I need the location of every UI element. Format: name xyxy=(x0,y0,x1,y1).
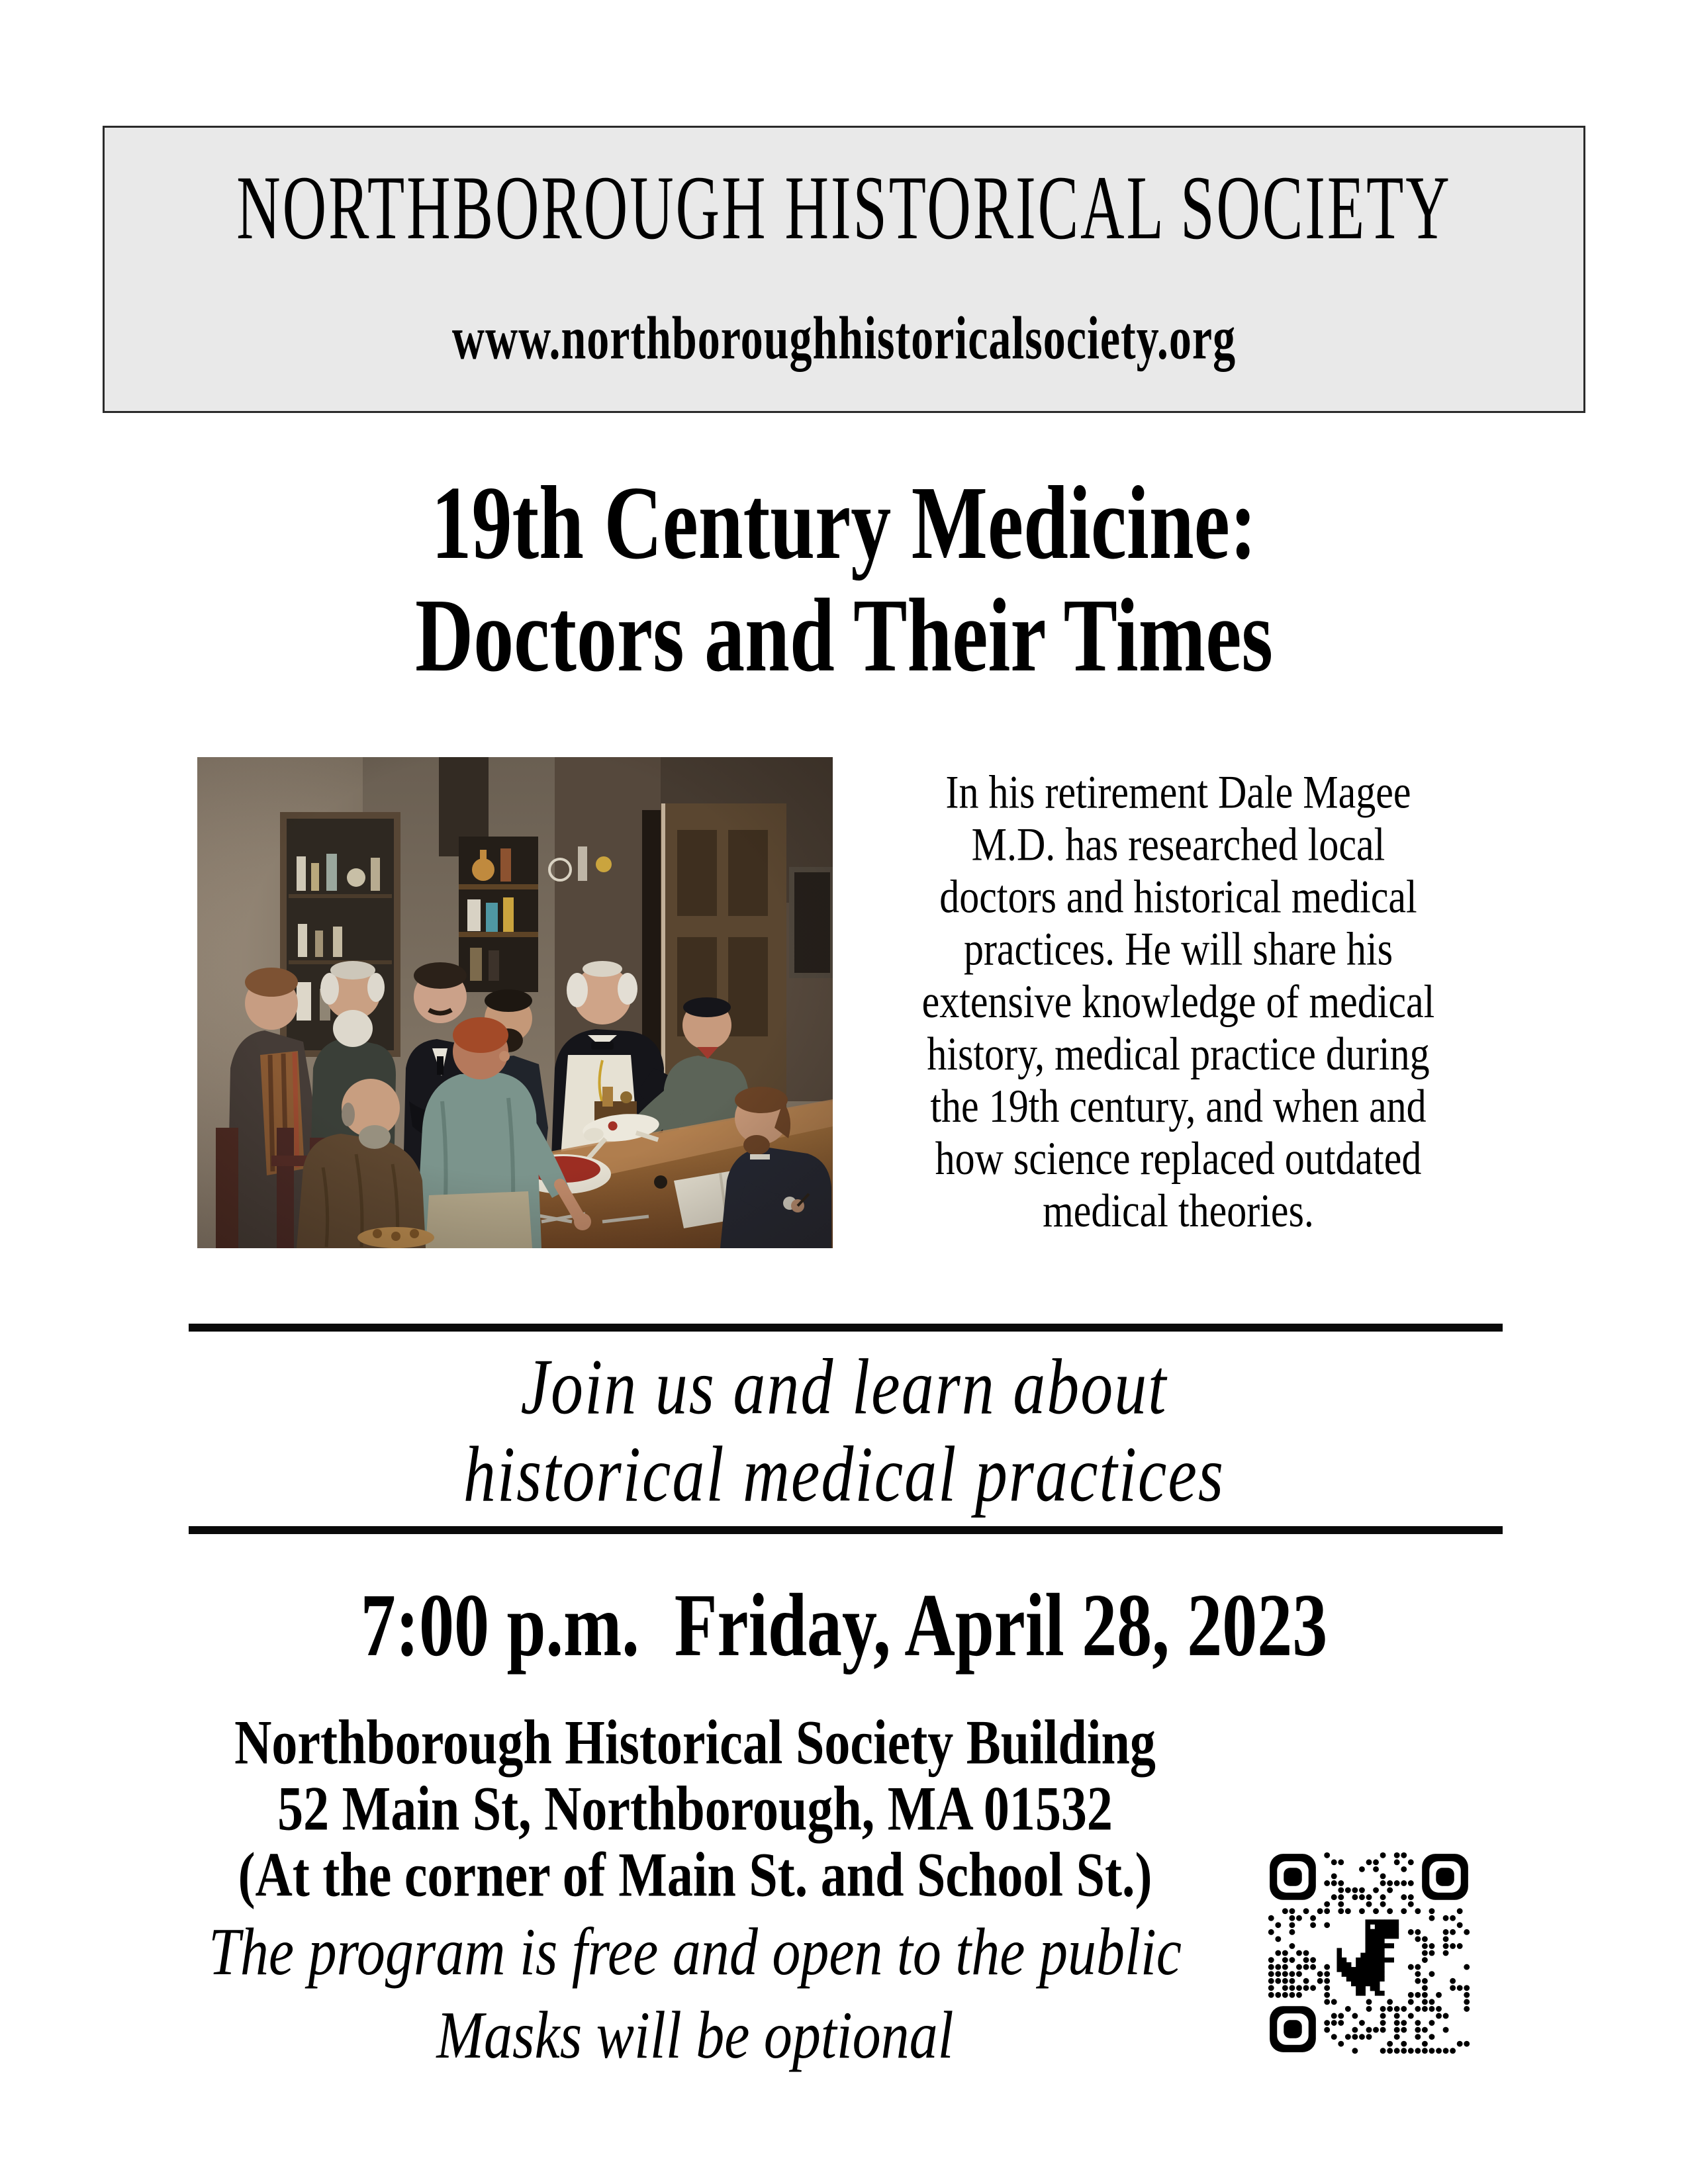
event-title-line2: Doctors and Their Times xyxy=(415,577,1273,694)
painting-image xyxy=(197,757,833,1248)
event-title-line1: 19th Century Medicine: xyxy=(431,465,1257,582)
venue-corner-note: (At the corner of Main St. and School St.) xyxy=(238,1839,1152,1910)
about-line: doctors and historical medical xyxy=(939,871,1417,923)
event-datetime: 7:00 p.m. Friday, April 28, 2023 xyxy=(360,1575,1328,1675)
about-line: the 19th century, and when and xyxy=(930,1080,1427,1132)
qr-finder-tr xyxy=(1422,1854,1468,1900)
divider-bottom xyxy=(189,1526,1503,1534)
society-name: NORTHBOROUGH HISTORICAL SOCIETY xyxy=(236,157,1452,258)
venue-name: Northborough Historical Society Building xyxy=(234,1707,1156,1778)
about-line: M.D. has researched local xyxy=(971,819,1385,870)
painting-canvas xyxy=(197,757,833,1248)
about-line: extensive knowledge of medical xyxy=(921,976,1435,1028)
about-line: history, medical practice during xyxy=(927,1028,1430,1080)
divider-top xyxy=(189,1324,1503,1332)
qr-code-svg xyxy=(1268,1852,1470,2054)
about-line: how science replaced outdated xyxy=(935,1132,1422,1185)
about-line: medical theories. xyxy=(1043,1185,1314,1237)
note-free-admission: The program is free and open to the public xyxy=(209,1914,1182,1989)
tagline-line2: historical medical practices xyxy=(463,1431,1225,1519)
about-line: In his retirement Dale Magee xyxy=(945,766,1411,818)
about-paragraph xyxy=(861,766,1496,1238)
note-masks: Masks will be optional xyxy=(436,1997,954,2073)
website-url: www.northboroughhistoricalsociety.org xyxy=(451,304,1237,372)
qr-finder-tl xyxy=(1270,1854,1316,1900)
about-line: practices. He will share his xyxy=(963,923,1393,976)
qr-code xyxy=(1268,1852,1470,2054)
qr-finder-bl xyxy=(1270,2006,1316,2052)
venue-address: 52 Main St, Northborough, MA 01532 xyxy=(277,1773,1113,1844)
tagline-line1: Join us and learn about xyxy=(520,1343,1168,1432)
